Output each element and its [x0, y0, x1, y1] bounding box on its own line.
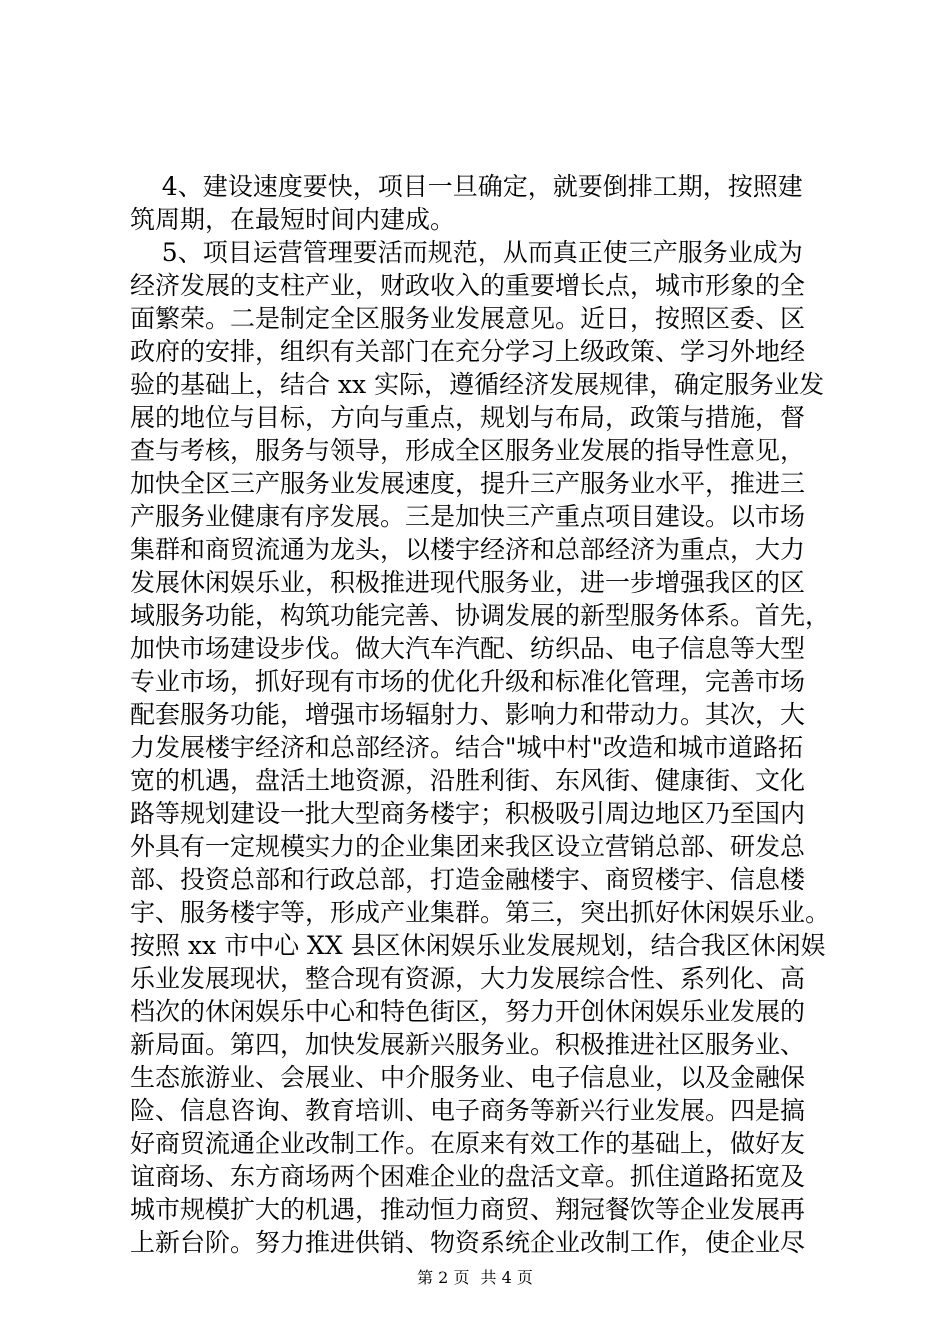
text-line: 加快全区三产服务业发展速度，提升三产服务业水平，推进三 — [130, 469, 806, 498]
text-line: 谊商场、东方商场两个困难企业的盘活文章。抓住道路拓宽及 — [130, 1162, 806, 1191]
text-line: 险、信息咨询、教育培训、电子商务等新兴行业发展。四是搞 — [130, 1096, 806, 1125]
text-line: 经济发展的支柱产业，财政收入的重要增长点，城市形象的全 — [130, 271, 806, 300]
text-line: 4、建设速度要快，项目一旦确定，就要倒排工期，按照建 — [130, 172, 803, 201]
text-line: 专业市场，抓好现有市场的优化升级和标准化管理，完善市场 — [130, 667, 806, 696]
text-line: 面繁荣。二是制定全区服务业发展意见。近日，按照区委、区 — [130, 304, 806, 333]
text-line: 加快市场建设步伐。做大汽车汽配、纺织品、电子信息等大型 — [130, 634, 806, 663]
text-line: 路等规划建设一批大型商务楼宇；积极吸引周边地区乃至国内 — [130, 799, 806, 828]
text-line: 按照 xx 市中心 XX 县区休闲娱乐业发展规划，结合我区休闲娱 — [130, 931, 826, 960]
text-line: 查与考核，服务与领导，形成全区服务业发展的指导性意见， — [130, 436, 806, 465]
page-number: 第 2 页 — [417, 1268, 470, 1287]
text-line: 政府的安排，组织有关部门在充分学习上级政策、学习外地经 — [130, 337, 806, 366]
text-line: 域服务功能，构筑功能完善、协调发展的新型服务体系。首先， — [130, 601, 831, 630]
text-line: 产服务业健康有序发展。三是加快三产重点项目建设。以市场 — [130, 502, 806, 531]
text-line: 乐业发展现状，整合现有资源，大力发展综合性、系列化、高 — [130, 964, 806, 993]
text-line: 档次的休闲娱乐中心和特色街区，努力开创休闲娱乐业发展的 — [130, 997, 806, 1026]
text-line: 力发展楼宇经济和总部经济。结合"城中村"改造和城市道路拓 — [130, 733, 804, 762]
text-line: 宇、服务楼宇等，形成产业集群。第三，突出抓好休闲娱乐业。 — [130, 898, 831, 927]
text-line: 部、投资总部和行政总部，打造金融楼宇、商贸楼宇、信息楼 — [130, 865, 806, 894]
text-line: 发展休闲娱乐业，积极推进现代服务业，进一步增强我区的区 — [130, 568, 806, 597]
page-total: 共 4 页 — [480, 1268, 533, 1287]
text-line: 城市规模扩大的机遇，推动恒力商贸、翔冠餐饮等企业发展再 — [130, 1195, 806, 1224]
text-line: 配套服务功能，增强市场辐射力、影响力和带动力。其次，大 — [130, 700, 806, 729]
page-footer — [0, 1268, 950, 1288]
text-line: 新局面。第四，加快发展新兴服务业。积极推进社区服务业、 — [130, 1030, 806, 1059]
body-text — [130, 170, 830, 1259]
text-line: 集群和商贸流通为龙头，以楼宇经济和总部经济为重点，大力 — [130, 535, 806, 564]
text-line: 筑周期，在最短时间内建成。 — [130, 205, 456, 234]
text-line: 5、项目运营管理要活而规范，从而真正使三产服务业成为 — [130, 238, 803, 267]
text-line: 上新台阶。努力推进供销、物资系统企业改制工作，使企业尽 — [130, 1228, 806, 1257]
text-line: 好商贸流通企业改制工作。在原来有效工作的基础上，做好友 — [130, 1129, 806, 1158]
text-line: 验的基础上，结合 xx 实际，遵循经济发展规律，确定服务业发 — [130, 370, 825, 399]
text-line: 生态旅游业、会展业、中介服务业、电子信息业，以及金融保 — [130, 1063, 806, 1092]
text-line: 展的地位与目标，方向与重点，规划与布局，政策与措施，督 — [130, 403, 806, 432]
text-line: 外具有一定规模实力的企业集团来我区设立营销总部、研发总 — [130, 832, 806, 861]
text-line: 宽的机遇，盘活土地资源，沿胜利街、东风街、健康街、文化 — [130, 766, 806, 795]
